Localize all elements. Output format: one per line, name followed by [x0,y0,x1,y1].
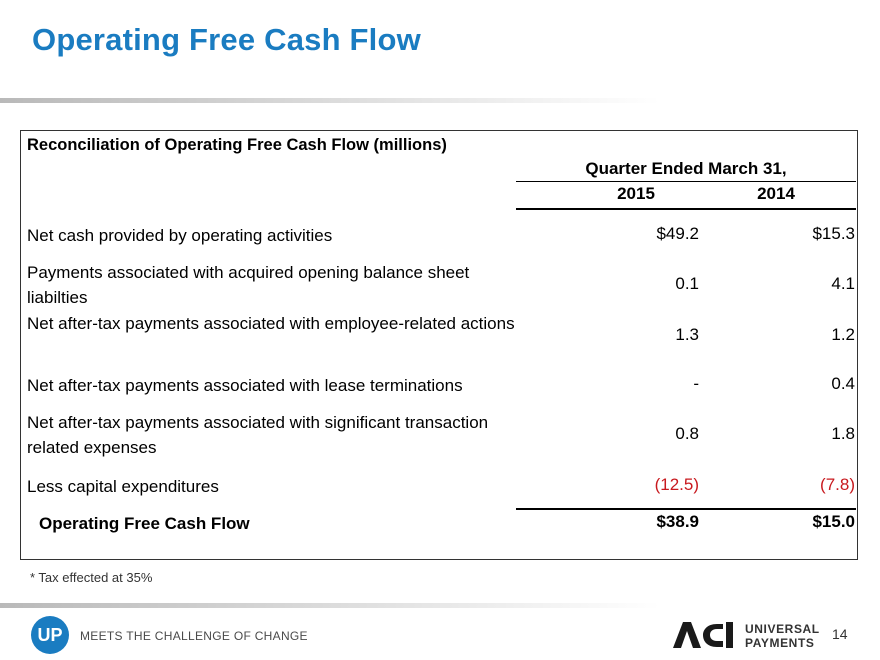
value-2014: 4.1 [831,274,855,293]
value-2015: 0.1 [675,274,699,293]
value-2015: - [693,374,699,393]
header-divider [0,98,880,103]
value-2015: 0.8 [675,424,699,443]
aci-logo-icon [673,620,735,650]
footnote: * Tax effected at 35% [30,570,153,585]
value-2014: 1.8 [831,424,855,443]
value-2014: 0.4 [831,374,855,393]
total-label: Operating Free Cash Flow [39,514,250,533]
value-2015: $49.2 [656,224,699,243]
row-label: Net after-tax payments associated with lease terminations [27,376,463,395]
header-underline [516,208,856,210]
value-2015: 1.3 [675,325,699,344]
value-2014: 1.2 [831,325,855,344]
period-underline [516,181,856,182]
total-2015: $38.9 [656,512,699,531]
footer-divider [0,603,880,608]
page-number: 14 [832,626,848,642]
period-header: Quarter Ended March 31, [585,159,787,178]
value-2014: $15.3 [812,224,855,243]
row-label: Less capital expenditures [27,477,219,496]
row-label: Net cash provided by operating activities [27,226,333,245]
reconciliation-table [20,130,858,560]
year-header-2015: 2015 [617,184,655,203]
slide-title: Operating Free Cash Flow [32,22,421,57]
total-divider [516,508,856,510]
brand-line-universal: UNIVERSAL [745,622,820,636]
brand-line-payments: PAYMENTS [745,636,815,650]
footer-tagline: MEETS THE CHALLENGE OF CHANGE [80,629,308,643]
row-label: Net after-tax payments associated with significant transaction related expenses [27,413,489,457]
value-2015: (12.5) [654,475,699,494]
table-title: Reconciliation of Operating Free Cash Flow (millions) [27,136,447,154]
row-label: Payments associated with acquired opening balance sheet liabilties [27,263,470,307]
row-label: Net after-tax payments associated with employee-related actions [27,314,515,333]
value-2014: (7.8) [820,475,855,494]
up-logo-icon: UP [31,616,69,654]
year-header-2014: 2014 [757,184,795,203]
total-2014: $15.0 [812,512,855,531]
